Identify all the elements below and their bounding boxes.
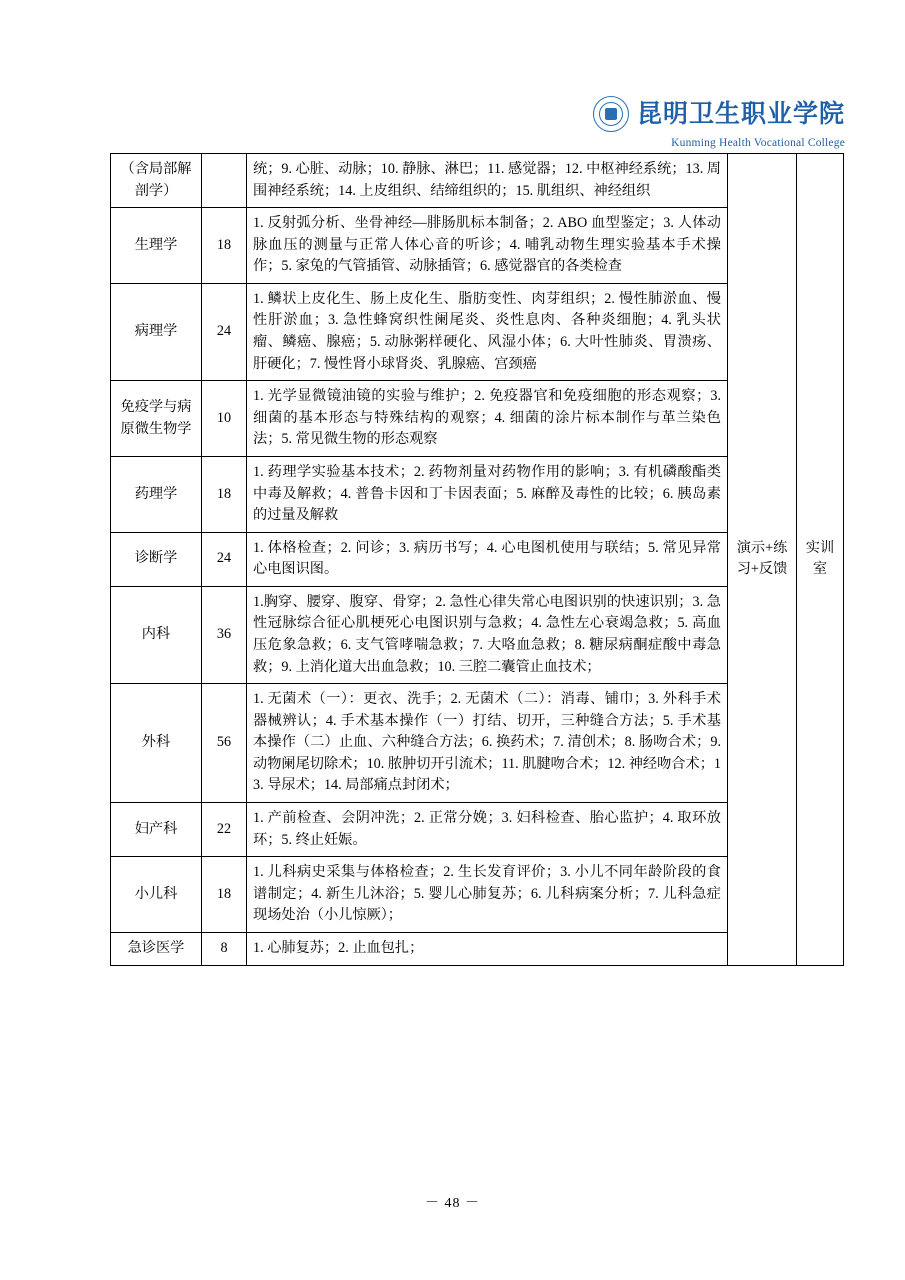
cell-content: 1. 光学显微镜油镜的实验与维护；2. 免疫器官和免疫细胞的形态观察；3. 细菌的基本形态与特殊结构的观察；4. 细菌的涂片标本制作与革兰染色法；5. 常见微生物的形态观察: [247, 381, 728, 457]
cell-content: 1. 药理学实验基本技术；2. 药物剂量对药物作用的影响；3. 有机磷酸酯类中毒及解救；4. 普鲁卡因和丁卡因表面；5. 麻醉及毒性的比较；6. 胰岛素的过量及解救: [247, 456, 728, 532]
cell-hours: 22: [202, 803, 247, 857]
page-number: － 48 －: [425, 1196, 480, 1211]
college-name-en: Kunming Health Vocational College: [671, 137, 845, 149]
cell-hours: 56: [202, 684, 247, 803]
cell-place: 实训室: [797, 154, 844, 966]
college-seal-icon: [593, 96, 629, 132]
cell-subject: 妇产科: [111, 803, 202, 857]
cell-hours: 18: [202, 857, 247, 933]
cell-method: 演示+练习+反馈: [728, 154, 797, 966]
cell-content: 1. 产前检查、会阴冲洗；2. 正常分娩；3. 妇科检查、胎心监护；4. 取环放环；5. 终止妊娠。: [247, 803, 728, 857]
cell-subject: 外科: [111, 684, 202, 803]
cell-content: 1. 心肺复苏；2. 止血包扎；: [247, 932, 728, 965]
cell-hours: 24: [202, 283, 247, 380]
practice-teaching-table: [110, 153, 835, 966]
cell-content: 1. 反射弧分析、坐骨神经—腓肠肌标本制备；2. ABO 血型鉴定；3. 人体动脉血压的测量与正常人体心音的听诊；4. 哺乳动物生理实验基本手术操作；5. 家兔的气管插管、动脉插管；6. 感觉器官的各类检查: [247, 208, 728, 284]
college-logo-header: [525, 96, 845, 149]
cell-subject: 急诊医学: [111, 932, 202, 965]
cell-subject: 诊断学: [111, 532, 202, 586]
seal-core-icon: [605, 108, 617, 120]
cell-hours: 18: [202, 456, 247, 532]
cell-subject: 免疫学与病原微生物学: [111, 381, 202, 457]
cell-content: 统；9. 心脏、动脉；10. 静脉、淋巴；11. 感觉器；12. 中枢神经系统；13. 周围神经系统；14. 上皮组织、结缔组织的；15. 肌组织、神经组织: [247, 154, 728, 208]
cell-content: 1.胸穿、腰穿、腹穿、骨穿；2. 急性心律失常心电图识别的快速识别；3. 急性冠脉综合征心肌梗死心电图识别与急救；4. 急性左心衰竭急救；5. 高血压危象急救；6. 支气管哮喘急救；7. 大咯血急救；8. 糖尿病酮症酸中毒急救；9. 上消化道大出血急救；10. 三腔二囊管止血技术；: [247, 586, 728, 683]
cell-hours: 18: [202, 208, 247, 284]
cell-hours: 36: [202, 586, 247, 683]
cell-subject: （含局部解剖学）: [111, 154, 202, 208]
cell-hours: 8: [202, 932, 247, 965]
cell-subject: 生理学: [111, 208, 202, 284]
cell-subject: 药理学: [111, 456, 202, 532]
cell-content: 1. 体格检查；2. 问诊；3. 病历书写；4. 心电图机使用与联结；5. 常见异常心电图识图。: [247, 532, 728, 586]
cell-subject: 内科: [111, 586, 202, 683]
cell-content: 1. 无菌术（一）：更衣、洗手；2. 无菌术（二）：消毒、铺巾；3. 外科手术器械辨认；4. 手术基本操作（一）打结、切开，三种缝合方法；5. 手术基本操作（二）止血、六种缝合方法；6. 换药术；7. 清创术；8. 肠吻合术；9. 动物阑尾切除术；10. 脓肿切开引流术；11. 肌腱吻合术；12. 神经吻合术；13. 导尿术；14. 局部痛点封闭术；: [247, 684, 728, 803]
logo-row: [593, 96, 845, 132]
table-row: [111, 154, 844, 208]
cell-subject: 小儿科: [111, 857, 202, 933]
cell-hours: [202, 154, 247, 208]
cell-hours: 10: [202, 381, 247, 457]
cell-hours: 24: [202, 532, 247, 586]
cell-subject: 病理学: [111, 283, 202, 380]
cell-content: 1. 儿科病史采集与体格检查；2. 生长发育评价；3. 小儿不同年龄阶段的食谱制定；4. 新生儿沐浴；5. 婴儿心肺复苏；6. 儿科病案分析；7. 儿科急症现场处治（小儿惊厥）；: [247, 857, 728, 933]
cell-content: 1. 鳞状上皮化生、肠上皮化生、脂肪变性、肉芽组织；2. 慢性肺淤血、慢性肝淤血；3. 急性蜂窝织性阑尾炎、炎性息肉、各种炎细胞；4. 乳头状瘤、鳞癌、腺癌；5. 动脉粥样硬化、风湿小体；6. 大叶性肺炎、胃溃疡、肝硬化；7. 慢性肾小球肾炎、乳腺癌、宫颈癌: [247, 283, 728, 380]
college-name-cn: 昆明卫生职业学院: [636, 100, 845, 128]
